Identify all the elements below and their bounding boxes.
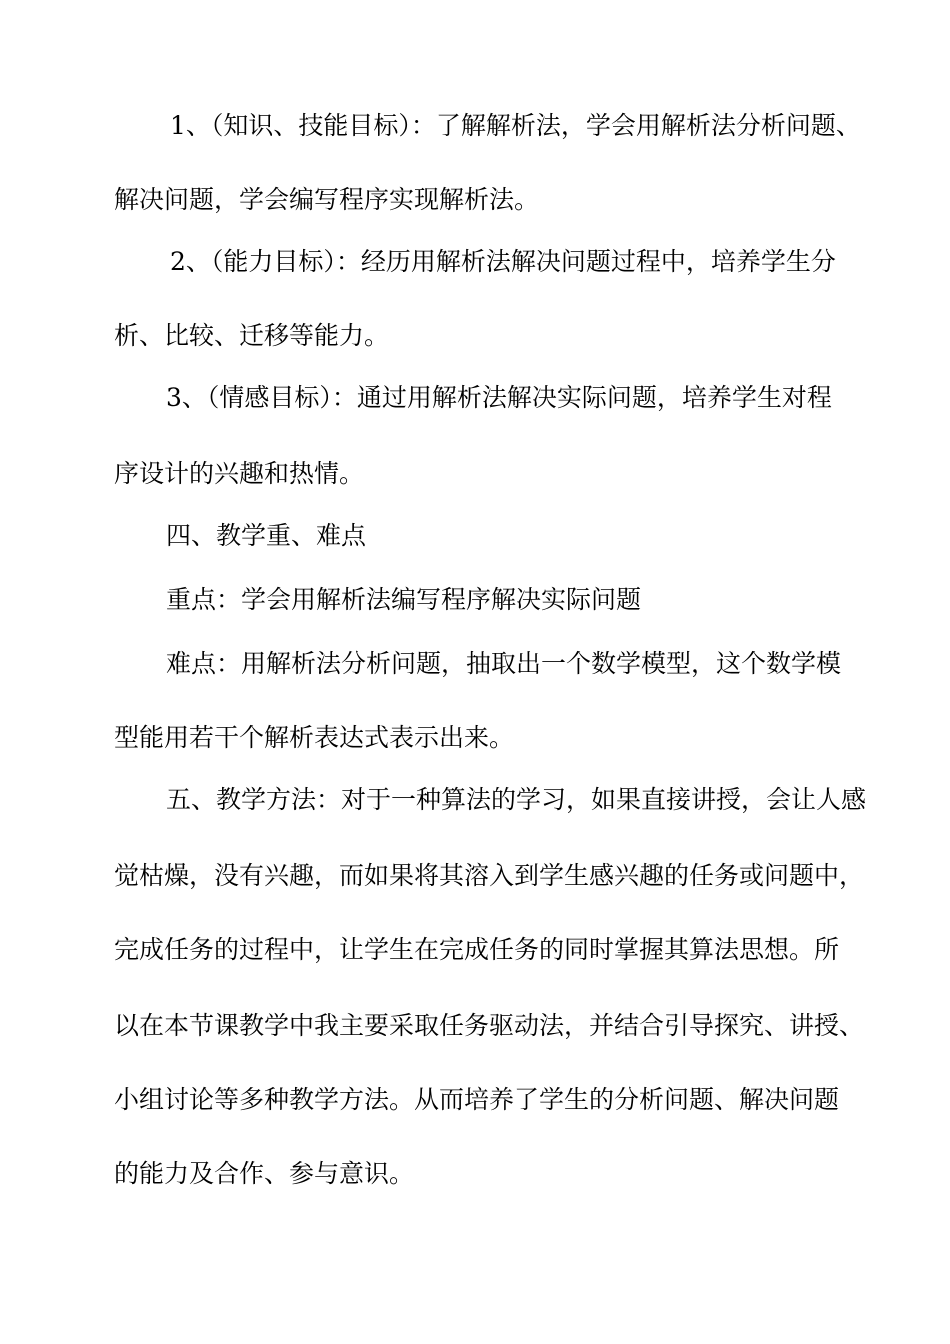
teaching-method-line-3: 完成任务的过程中，让学生在完成任务的同时掌握其算法思想。所 xyxy=(114,935,840,964)
teaching-method-line-1: 五、教学方法：对于一种算法的学习，如果直接讲授，会让人感 xyxy=(166,785,867,814)
difficulty-line-2: 型能用若干个解析表达式表示出来。 xyxy=(114,723,515,752)
teaching-method-line-4: 以在本节课教学中我主要采取任务驱动法，并结合引导探究、讲授、 xyxy=(114,1011,865,1040)
teaching-method-line-6: 的能力及合作、参与意识。 xyxy=(114,1159,415,1188)
objective-knowledge-line-1: 1、（知识、技能目标）：了解解析法，学会用解析法分析问题、 xyxy=(170,111,861,140)
objective-ability-line-1: 2、（能力目标）：经历用解析法解决问题过程中，培养学生分 xyxy=(170,247,836,276)
teaching-method-line-5: 小组讨论等多种教学方法。从而培养了学生的分析问题、解决问题 xyxy=(114,1085,840,1114)
teaching-method-line-2: 觉枯燥，没有兴趣，而如果将其溶入到学生感兴趣的任务或问题中， xyxy=(114,861,865,890)
objective-ability-line-2: 析、比较、迁移等能力。 xyxy=(114,321,390,350)
key-point-line: 重点：学会用解析法编写程序解决实际问题 xyxy=(166,585,642,614)
objective-emotion-line-1: 3、（情感目标）：通过用解析法解决实际问题，培养学生对程 xyxy=(166,383,832,412)
objective-emotion-line-2: 序设计的兴趣和热情。 xyxy=(114,459,365,488)
objective-knowledge-line-2: 解决问题，学会编写程序实现解析法。 xyxy=(114,185,540,214)
difficulty-line-1: 难点：用解析法分析问题，抽取出一个数学模型，这个数学模 xyxy=(166,649,842,678)
section-heading-key-points: 四、教学重、难点 xyxy=(166,521,367,550)
